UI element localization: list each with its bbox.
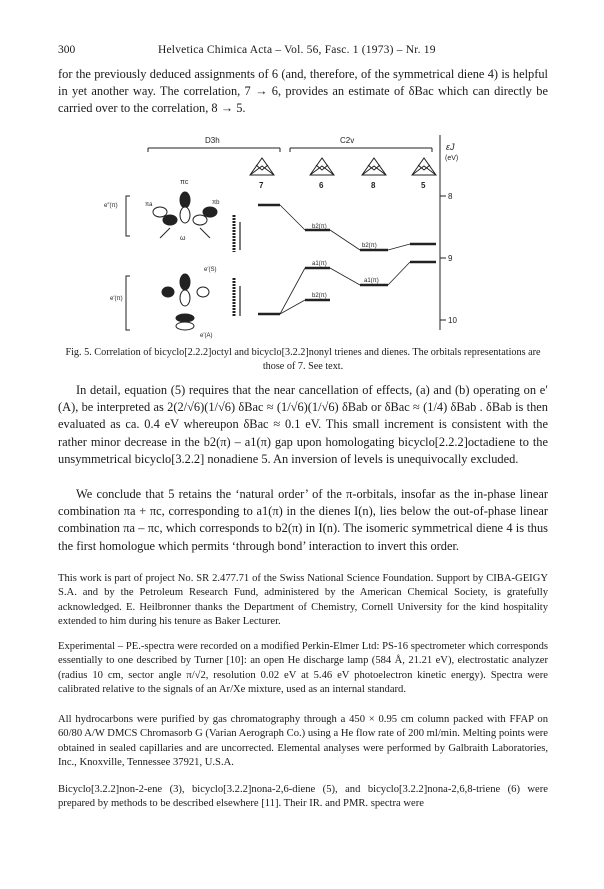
experimental-3-text: Bicyclo[3.2.2]non-2-ene (3), bicyclo[3.2.2]nona-2,6-diene (5), and bicyclo[3.2.2]nona-2,6,8-triene (6) were prepared by methods to be described elsewhere [11]. Their IR. and PMR. spectra were bbox=[58, 784, 548, 810]
label-pi-a: πa bbox=[145, 202, 153, 208]
experimental-3 bbox=[58, 783, 548, 812]
label-pi-c: πc bbox=[180, 179, 189, 186]
label-e-prime-a: e′(A) bbox=[200, 333, 213, 339]
label-a1-pi-a: a1(π) bbox=[312, 261, 327, 267]
compound-5-label: 5 bbox=[421, 181, 426, 190]
acknowledgement bbox=[58, 572, 548, 630]
axis-tick-10: 10 bbox=[448, 316, 457, 325]
axis-tick-9: 9 bbox=[448, 254, 453, 263]
axis-label-e: εJ bbox=[446, 142, 455, 152]
label-b2-pi-b: b2(π) bbox=[362, 243, 377, 249]
label-e-pp: e″(π) bbox=[104, 203, 118, 209]
molecule-8-icon bbox=[362, 158, 386, 175]
paragraph-conclusion-text: We conclude that 5 retains the ‘natural order’ of the π-orbitals, insofar as the in-phase linear combination πa + πc, corresponding to a1(π) in the dienes I(n), lies below the out-of-phase linear combination πa – πc, which corresponds to b2(π) in I(n). The isomeric symmetrical diene 4 is thus the first homologue which permits ‘through bond’ interaction to invert this order. bbox=[58, 487, 548, 553]
running-head: Helvetica Chimica Acta – Vol. 56, Fasc. 1 (1973) – Nr. 19 bbox=[158, 44, 436, 56]
paragraph-detail bbox=[58, 382, 548, 468]
label-b2-pi-a: b2(π) bbox=[312, 224, 327, 230]
paragraph-detail-text: In detail, equation (5) requires that the near cancellation of effects, (a) and (b) operating on e′(A), be interpreted as 2(2/√6)(1/√6) δBac ≈ (1/√6)(1/√6) δBab or δBac ≈ (1/4) δBab . δBab is then evaluated as ca. 0.4 eV whereupon δBac ≈ 0.1 eV. This small increment is consistent with the rather minor decrease in the b2(π) – a1(π) gap upon homologating bicyclo[2.2.2]octadiene to the unsymmetrical bicyclo[3.2.2] nonadiene 5. An inversion of levels is unequivocally excluded. bbox=[58, 383, 548, 466]
energy-levels bbox=[258, 205, 436, 314]
compound-6-label: 6 bbox=[319, 181, 324, 190]
label-e-s: e′(S) bbox=[204, 267, 217, 273]
experimental-2-text: All hydrocarbons were purified by gas chromatography through a 450 × 0.95 cm column packed with FFAP on 60/80 A/W DMCS Chromasorb G (Varian Aerograph Co.) using a He flow rate of 200 ml/min. Melting points were obtained in sealed capillaries and are uncorrected. Elemental analyses were performed by Galbraith Laboratories, Inc., Knoxville, Tennessee 37921, U.S.A. bbox=[58, 714, 548, 769]
compound-8-label: 8 bbox=[371, 181, 376, 190]
group-c2v-label: C2v bbox=[340, 136, 355, 145]
orbital-upper-icon bbox=[153, 192, 217, 238]
molecule-7-icon bbox=[250, 158, 274, 175]
experimental-1 bbox=[58, 640, 548, 698]
experimental-1-text: Experimental – PE.-spectra were recorded on a modified Perkin-Elmer Ltd: PS-16 spectrometer which corresponds essentially to one described by Turner [10]: an open He discharge lamp (584 Å, 21.21 eV), electrostatic analyzer (radius 10 cm, sector angle π/√2, resolution 0.02 eV at 5.46 eV photoelectron kinetic energy). Spectra were calibrated relative to the signals of an Ar/Xe mixture, used as an internal standard. bbox=[58, 641, 548, 696]
molecule-5-icon bbox=[412, 158, 436, 175]
label-a1-pi-b: a1(π) bbox=[364, 278, 379, 284]
orbital-lower-icon bbox=[162, 274, 209, 330]
figure-caption: Fig. 5. Correlation of bicyclo[2.2.2]octyl and bicyclo[3.2.2]nonyl trienes and dienes. The orbitals representations are those of 7. See text. bbox=[65, 347, 541, 372]
label-omega: ω bbox=[180, 235, 186, 242]
intro-paragraph: for the previously deduced assignments of 6 (and, therefore, of the symmetrical diene 4) is helpful in yet another way. The correlation, 7 → 6, provides an estimate of δBac which can directly be carried over to the correlation, 8 → 5. bbox=[58, 67, 548, 116]
label-pi-b: πb bbox=[212, 200, 220, 206]
group-d3h-label: D3h bbox=[205, 136, 220, 145]
correlation-lines bbox=[280, 205, 410, 314]
label-e-prime-pi: e′(π) bbox=[110, 296, 123, 302]
compound-7-label: 7 bbox=[259, 181, 264, 190]
molecule-6-icon bbox=[310, 158, 334, 175]
axis-tick-8: 8 bbox=[448, 192, 453, 201]
acknowledgement-text: This work is part of project No. SR 2.477.71 of the Swiss National Science Foundation. Support by CIBA-GEIGY S.A. and by the Petroleum Research Fund, administered by the American Chemical Society, is gratefully acknowledged. E. Heilbronner thanks the Department of Chemistry, Cornell University for the kind hospitality extended to him during his tenure as Baker Lecturer. bbox=[58, 573, 548, 628]
axis-label-unit: (eV) bbox=[445, 155, 459, 162]
page-number: 300 bbox=[58, 44, 76, 56]
experimental-2 bbox=[58, 713, 548, 771]
label-b2-pi-c: b2(π) bbox=[312, 293, 327, 299]
paragraph-conclusion bbox=[58, 486, 548, 555]
